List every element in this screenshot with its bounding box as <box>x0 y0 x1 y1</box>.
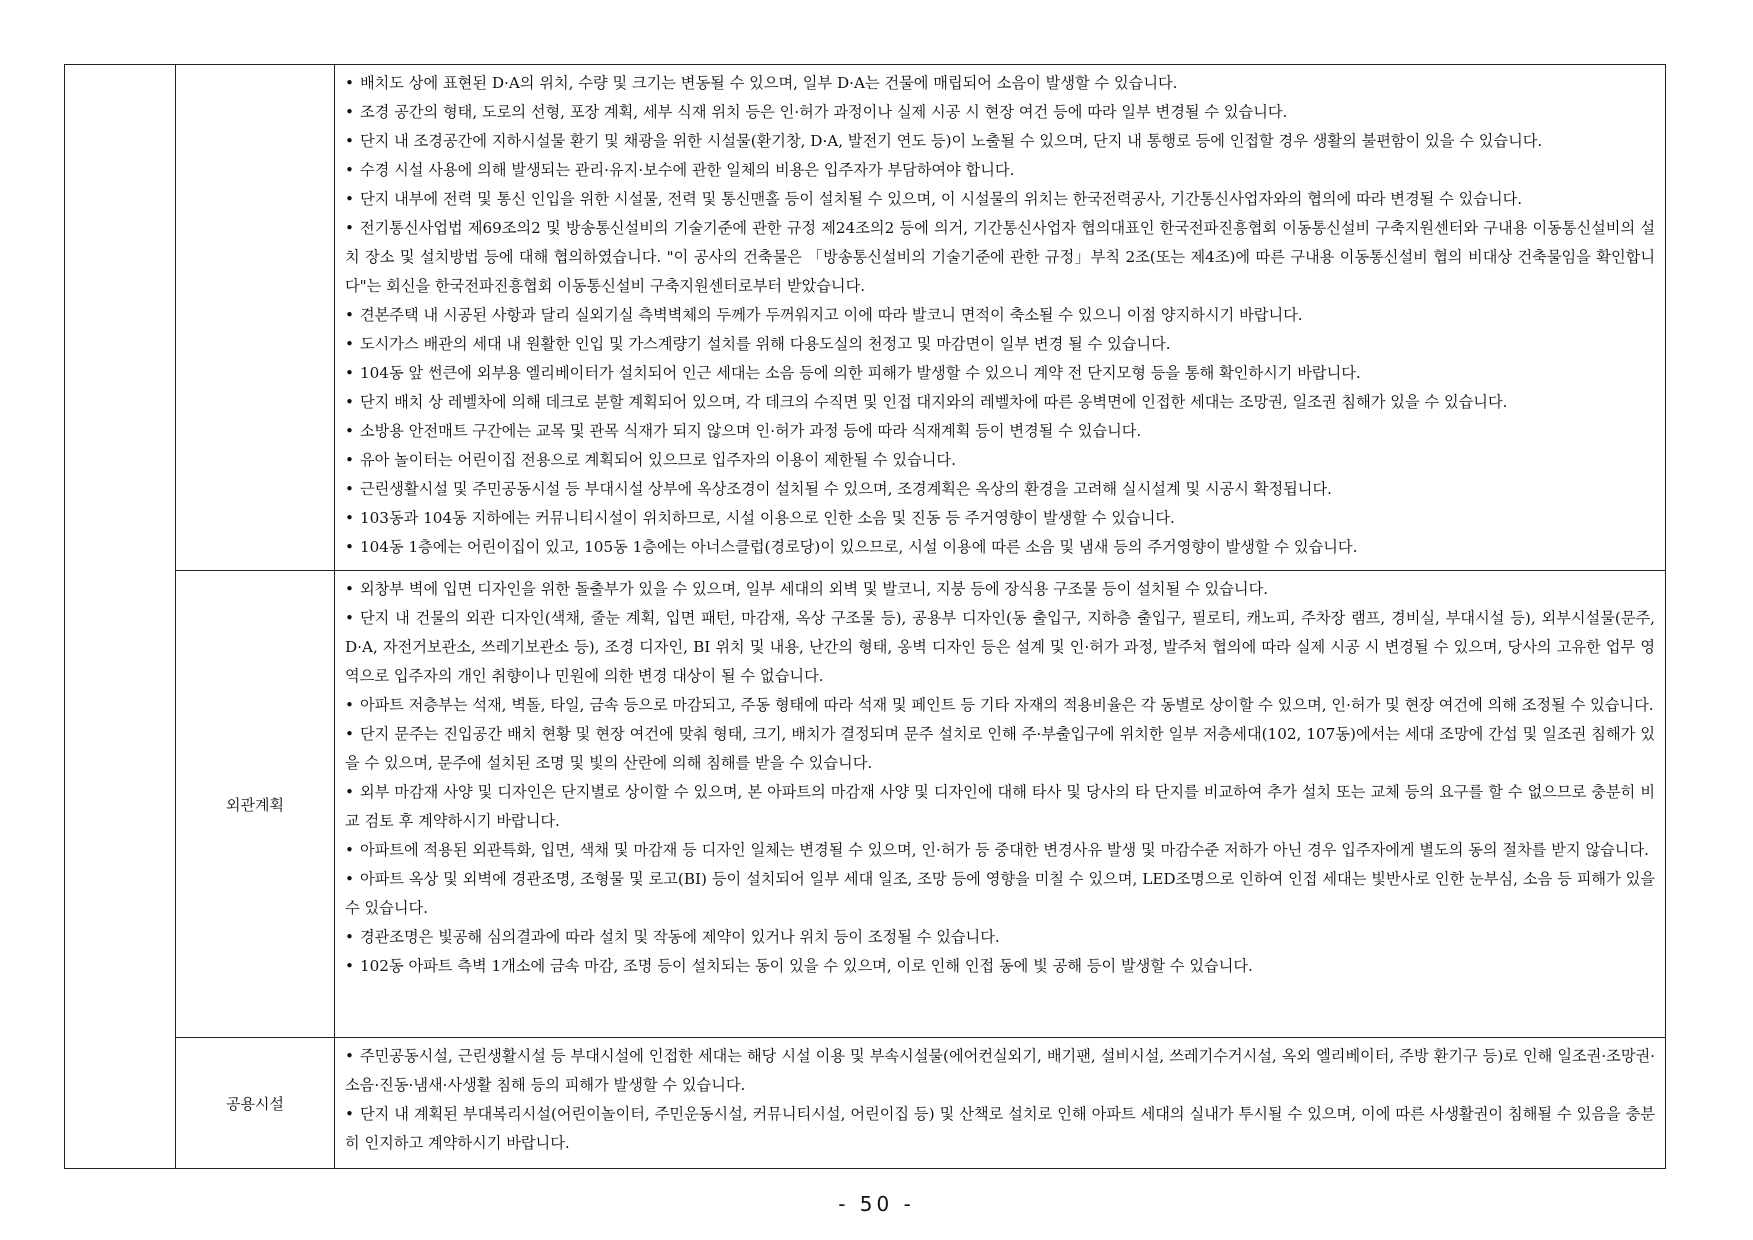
list-item: • 견본주택 내 시공된 사항과 달리 실외기실 측벽벽체의 두께가 두꺼워지고 이에 따라 발코니 면적이 축소될 수 있으니 이점 양지하시기 바랍니다. <box>345 301 1655 330</box>
table-row <box>65 571 1666 1038</box>
section-body-landscape <box>335 65 1666 571</box>
list-item: • 아파트에 적용된 외관특화, 입면, 색채 및 마감재 등 디자인 일체는 변경될 수 있으며, 인·허가 등 중대한 변경사유 발생 및 마감수준 저하가 아닌 경우 입주자에게 별도의 동의 절차를 받지 않습니다. <box>345 836 1655 865</box>
list-item: • 근린생활시설 및 주민공동시설 등 부대시설 상부에 옥상조경이 설치될 수 있으며, 조경계획은 옥상의 환경을 고려해 실시설계 및 시공시 확정됩니다. <box>345 475 1655 504</box>
list-item: • 단지 배치 상 레벨차에 의해 데크로 분할 계획되어 있으며, 각 데크의 수직면 및 인접 대지와의 레벨차에 따른 옹벽면에 인접한 세대는 조망권, 일조권 침해가 있을 수 있습니다. <box>345 388 1655 417</box>
table-row <box>65 1038 1666 1169</box>
list-item: • 단지 내 건물의 외관 디자인(색채, 줄눈 계획, 입면 패턴, 마감재, 옥상 구조물 등), 공용부 디자인(동 출입구, 지하층 출입구, 필로티, 캐노피, 주차장 램프, 경비실, 부대시설 등), 외부시설물(문주, D·A, 자전거보관소, 쓰레기보관소 등), 조경 디자인, BI 위치 및 내용, 난간의 형태, 옹벽 디자인 등은 설계 및 인·허가 과정, 발주처 협의에 따라 실제 시공 시 변경될 수 있으며, 당사의 고유한 업무 영역으로 입주자의 개인 취향이나 민원에 의한 변경 대상이 될 수 없습니다. <box>345 604 1655 691</box>
list-item: • 전기통신사업법 제69조의2 및 방송통신설비의 기술기준에 관한 규정 제24조의2 등에 의거, 기간통신사업자 협의대표인 한국전파진흥협회 이동통신설비 구축지원센터와 구내용 이동통신설비의 설치 장소 및 설치방법 등에 대해 협의하였습니다. "이 공사의 건축물은 「방송통신설비의 기술기준에 관한 규정」부칙 2조(또는 제4조)에 따른 구내용 이동통신설비 협의 비대상 건축물임을 확인합니다"는 회신을 한국전파진흥협회 이동통신설비 구축지원센터로부터 받았습니다. <box>345 214 1655 301</box>
list-item: • 단지 내 조경공간에 지하시설물 환기 및 채광을 위한 시설물(환기창, D·A, 발전기 연도 등)이 노출될 수 있으며, 단지 내 통행로 등에 인접할 경우 생활의 불편함이 있을 수 있습니다. <box>345 127 1655 156</box>
section-body-exterior <box>335 571 1666 1038</box>
section-label-common-facilities: 공용시설 <box>176 1038 335 1169</box>
list-item: • 수경 시설 사용에 의해 발생되는 관리·유지·보수에 관한 일체의 비용은 입주자가 부담하여야 합니다. <box>345 156 1655 185</box>
list-item: • 아파트 저층부는 석재, 벽돌, 타일, 금속 등으로 마감되고, 주동 형태에 따라 석재 및 페인트 등 기타 자재의 적용비율은 각 동별로 상이할 수 있으며, 인·허가 및 현장 여건에 의해 조정될 수 있습니다. <box>345 691 1655 720</box>
section-label-exterior: 외관계획 <box>176 571 335 1038</box>
list-item: • 소방용 안전매트 구간에는 교목 및 관목 식재가 되지 않으며 인·허가 과정 등에 따라 식재계획 등이 변경될 수 있습니다. <box>345 417 1655 446</box>
notice-table <box>64 64 1666 1169</box>
main-category-cell <box>65 65 176 1169</box>
list-item: • 103동과 104동 지하에는 커뮤니티시설이 위치하므로, 시설 이용으로 인한 소음 및 진동 등 주거영향이 발생할 수 있습니다. <box>345 504 1655 533</box>
section-body-common-facilities <box>335 1038 1666 1169</box>
list-item: • 102동 아파트 측벽 1개소에 금속 마감, 조명 등이 설치되는 동이 있을 수 있으며, 이로 인해 인접 동에 빛 공해 등이 발생할 수 있습니다. <box>345 952 1655 981</box>
list-item: • 경관조명은 빛공해 심의결과에 따라 설치 및 작동에 제약이 있거나 위치 등이 조정될 수 있습니다. <box>345 923 1655 952</box>
list-item: • 단지 내부에 전력 및 통신 인입을 위한 시설물, 전력 및 통신맨홀 등이 설치될 수 있으며, 이 시설물의 위치는 한국전력공사, 기간통신사업자와의 협의에 따라 변경될 수 있습니다. <box>345 185 1655 214</box>
list-item: • 104동 앞 썬큰에 외부용 엘리베이터가 설치되어 인근 세대는 소음 등에 의한 피해가 발생할 수 있으니 계약 전 단지모형 등을 통해 확인하시기 바랍니다. <box>345 359 1655 388</box>
list-item: • 외창부 벽에 입면 디자인을 위한 돌출부가 있을 수 있으며, 일부 세대의 외벽 및 발코니, 지붕 등에 장식용 구조물 등이 설치될 수 있습니다. <box>345 575 1655 604</box>
page-number: - 50 - <box>838 1192 915 1216</box>
list-item: • 배치도 상에 표현된 D·A의 위치, 수량 및 크기는 변동될 수 있으며, 일부 D·A는 건물에 매립되어 소음이 발생할 수 있습니다. <box>345 69 1655 98</box>
list-item: • 단지 문주는 진입공간 배치 현황 및 현장 여건에 맞춰 형태, 크기, 배치가 결정되며 문주 설치로 인해 주·부출입구에 위치한 일부 저층세대(102, 107동)에서는 세대 조망에 간섭 및 일조권 침해가 있을 수 있으며, 문주에 설치된 조명 및 빛의 산란에 의해 침해를 받을 수 있습니다. <box>345 720 1655 778</box>
list-item: • 유아 놀이터는 어린이집 전용으로 계획되어 있으므로 입주자의 이용이 제한될 수 있습니다. <box>345 446 1655 475</box>
list-item: • 외부 마감재 사양 및 디자인은 단지별로 상이할 수 있으며, 본 아파트의 마감재 사양 및 디자인에 대해 타사 및 당사의 타 단지를 비교하여 추가 설치 또는 교체 등의 요구를 할 수 없으므로 충분히 비교 검토 후 계약하시기 바랍니다. <box>345 778 1655 836</box>
list-item: • 아파트 옥상 및 외벽에 경관조명, 조형물 및 로고(BI) 등이 설치되어 일부 세대 일조, 조망 등에 영향을 미칠 수 있으며, LED조명으로 인하여 인접 세대는 빛반사로 인한 눈부심, 소음 등 피해가 있을 수 있습니다. <box>345 865 1655 923</box>
table-row <box>65 65 1666 571</box>
section-label-landscape <box>176 65 335 571</box>
list-item: • 도시가스 배관의 세대 내 원활한 인입 및 가스계량기 설치를 위해 다용도실의 천정고 및 마감면이 일부 변경 될 수 있습니다. <box>345 330 1655 359</box>
list-item: • 단지 내 계획된 부대복리시설(어린이놀이터, 주민운동시설, 커뮤니티시설, 어린이집 등) 및 산책로 설치로 인해 아파트 세대의 실내가 투시될 수 있으며, 이에 따른 사생활권이 침해될 수 있음을 충분히 인지하고 계약하시기 바랍니다. <box>345 1100 1655 1158</box>
list-item: • 주민공동시설, 근린생활시설 등 부대시설에 인접한 세대는 해당 시설 이용 및 부속시설물(에어컨실외기, 배기팬, 설비시설, 쓰레기수거시설, 옥외 엘리베이터, 주방 환기구 등)로 인해 일조권·조망권·소음·진동·냄새·사생활 침해 등의 피해가 발생할 수 있습니다. <box>345 1042 1655 1100</box>
list-item: • 104동 1층에는 어린이집이 있고, 105동 1층에는 아너스클럽(경로당)이 있으므로, 시설 이용에 따른 소음 및 냄새 등의 주거영향이 발생할 수 있습니다. <box>345 533 1655 562</box>
list-item: • 조경 공간의 형태, 도로의 선형, 포장 계획, 세부 식재 위치 등은 인·허가 과정이나 실제 시공 시 현장 여건 등에 따라 일부 변경될 수 있습니다. <box>345 98 1655 127</box>
